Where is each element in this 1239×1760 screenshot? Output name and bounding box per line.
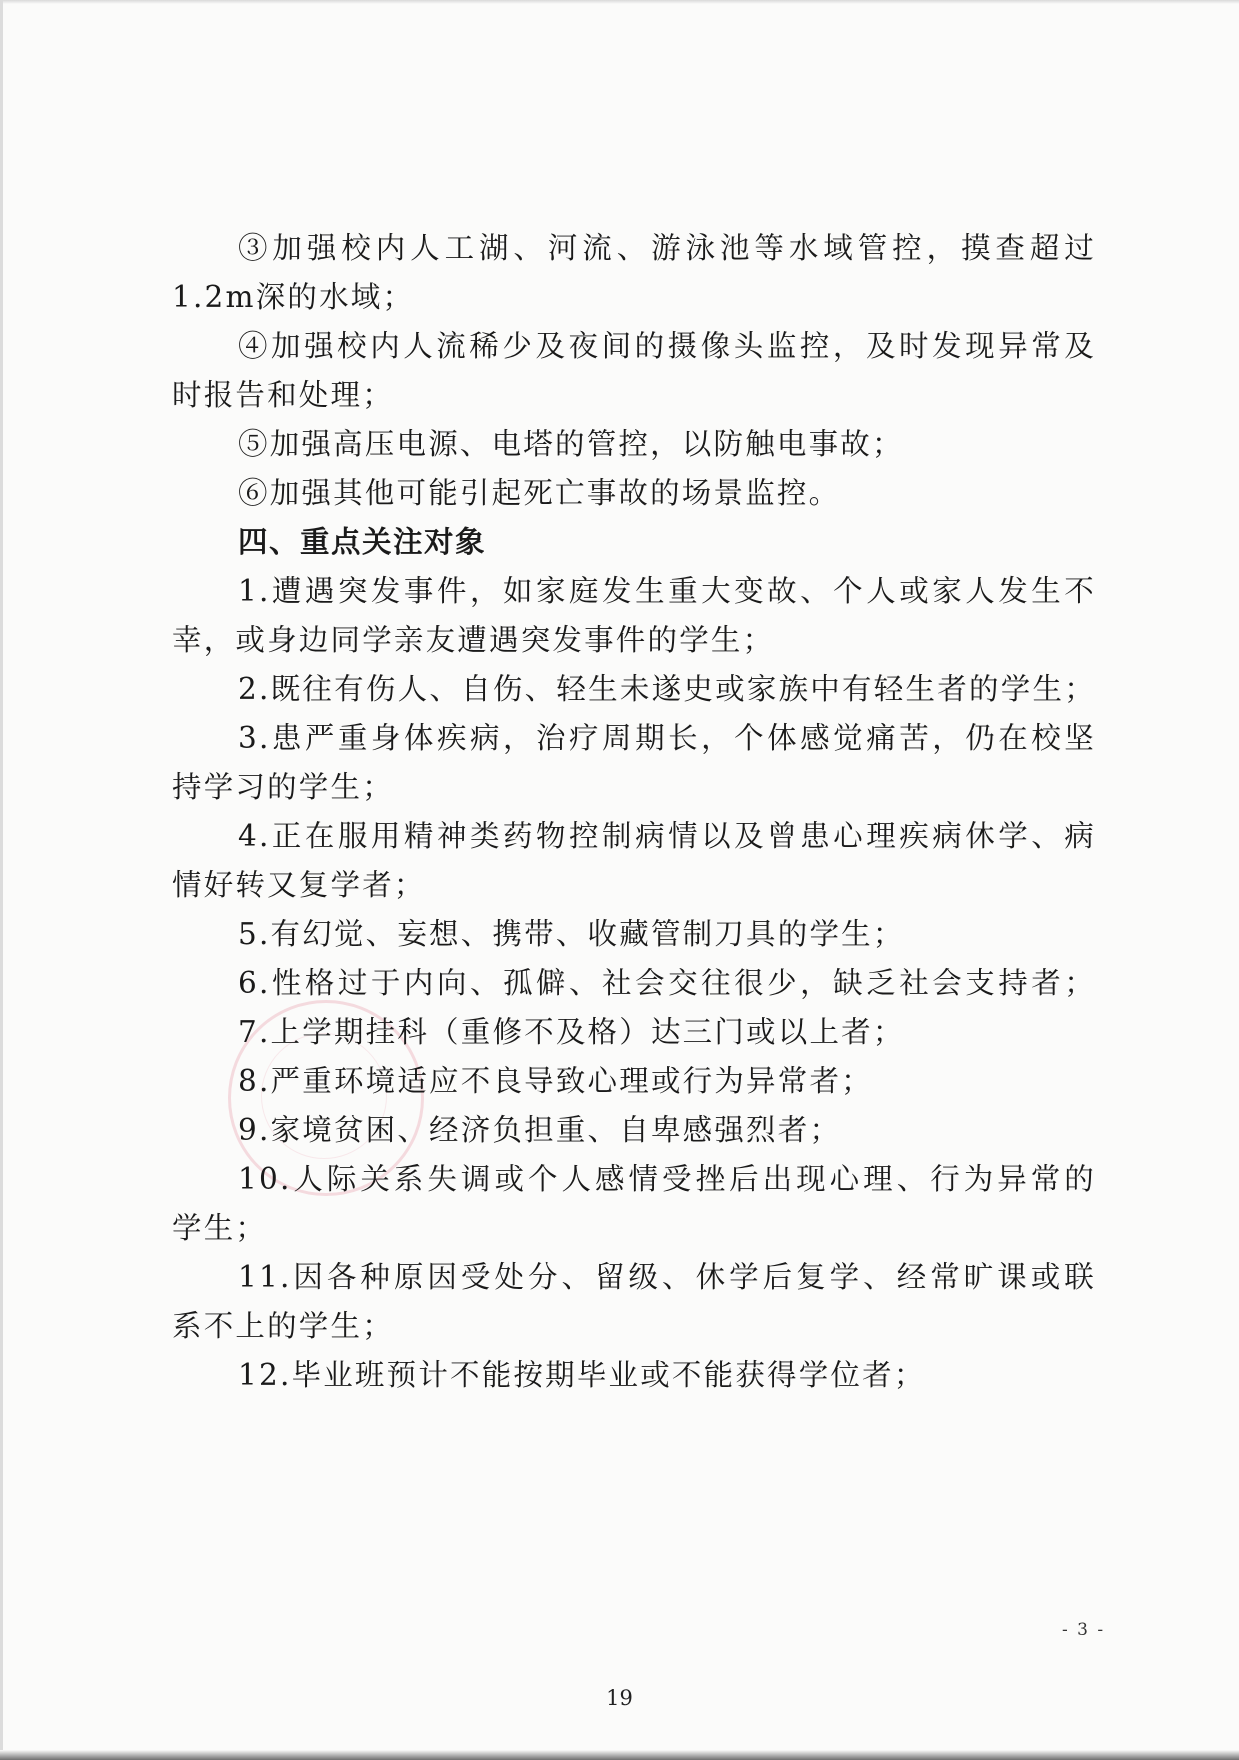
paragraph-line: 3.患严重身体疾病，治疗周期长，个体感觉痛苦，仍在校坚 xyxy=(238,721,1096,755)
document-page-marker: - 3 - xyxy=(1062,1620,1106,1640)
paragraph-line: 10.人际关系失调或个人感情受挫后出现心理、行为异常的 xyxy=(238,1162,1096,1196)
scan-edge-top xyxy=(0,0,1239,4)
page-number: 19 xyxy=(606,1686,633,1710)
paragraph-line: 幸，或身边同学亲友遭遇突发事件的学生； xyxy=(172,623,775,657)
paragraph-line: 2.既往有伤人、自伤、轻生未遂史或家族中有轻生者的学生； xyxy=(238,672,1096,706)
paragraph-line: 6.性格过于内向、孤僻、社会交往很少，缺乏社会支持者； xyxy=(238,966,1096,1000)
paragraph-line: 时报告和处理； xyxy=(172,378,394,412)
paragraph-line: 1.遭遇突发事件，如家庭发生重大变故、个人或家人发生不 xyxy=(238,574,1096,608)
paragraph-line: 12.毕业班预计不能按期毕业或不能获得学位者； xyxy=(238,1358,926,1392)
paragraph-line: 8.严重环境适应不良导致心理或行为异常者； xyxy=(238,1064,873,1098)
paragraph-line: 1.2m深的水域； xyxy=(172,280,415,314)
paragraph-line: 学生； xyxy=(172,1211,268,1245)
scan-edge-bottom xyxy=(0,1750,1239,1760)
paragraph-line: 7.上学期挂科（重修不及格）达三门或以上者； xyxy=(238,1015,905,1049)
paragraph-line: ⑥加强其他可能引起死亡事故的场景监控。 xyxy=(238,476,841,510)
paragraph-line: 5.有幻觉、妄想、携带、收藏管制刀具的学生； xyxy=(238,917,905,951)
paragraph-line: ③加强校内人工湖、河流、游泳池等水域管控，摸查超过 xyxy=(238,231,1096,265)
paragraph-line: 情好转又复学者； xyxy=(172,868,426,902)
paragraph-line: 系不上的学生； xyxy=(172,1309,394,1343)
paragraph-line: 9.家境贫困、经济负担重、自卑感强烈者； xyxy=(238,1113,842,1147)
paragraph-line: 持学习的学生； xyxy=(172,770,394,804)
section-heading: 四、重点关注对象 xyxy=(238,525,487,559)
paragraph-line: 4.正在服用精神类药物控制病情以及曾患心理疾病休学、病 xyxy=(238,819,1096,853)
scan-edge-left xyxy=(0,0,3,1760)
paragraph-line: 11.因各种原因受处分、留级、休学后复学、经常旷课或联 xyxy=(238,1260,1096,1294)
paragraph-line: ⑤加强高压电源、电塔的管控，以防触电事故； xyxy=(238,427,904,461)
paragraph-line: ④加强校内人流稀少及夜间的摄像头监控，及时发现异常及 xyxy=(238,329,1096,363)
